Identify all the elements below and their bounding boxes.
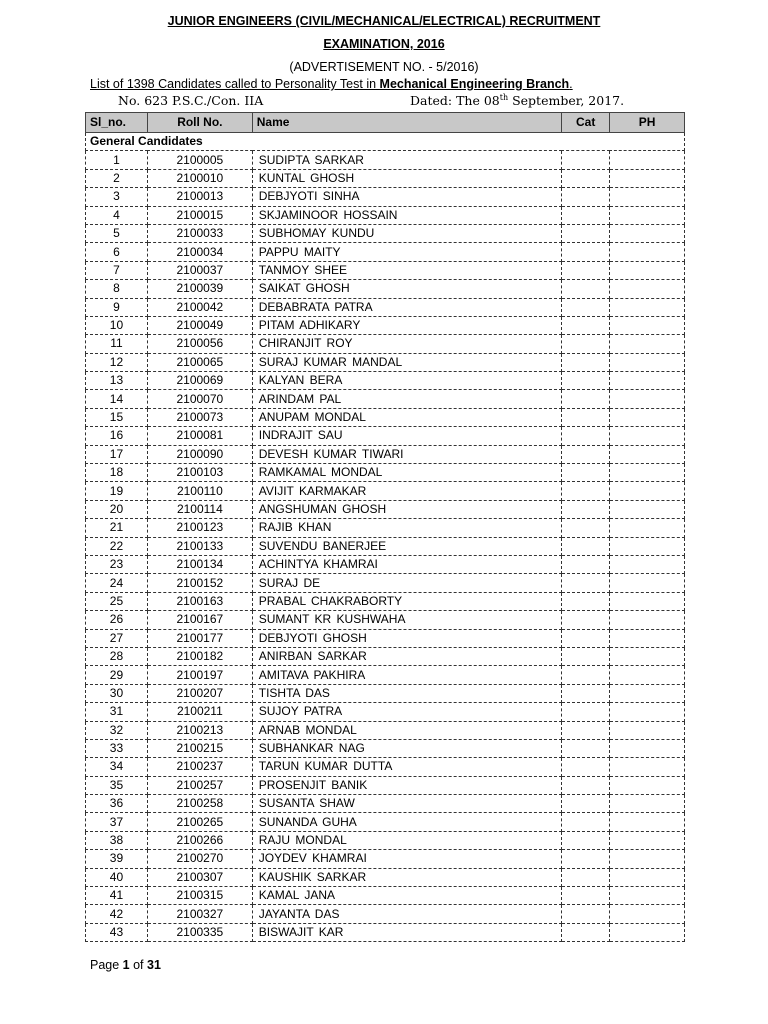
table-row <box>86 592 685 610</box>
cell-sl-no: 12 <box>86 353 148 371</box>
cell-cat <box>562 813 610 831</box>
cell-name: TARUN KUMAR DUTTA <box>252 758 561 776</box>
cell-name: SURAJ KUMAR MANDAL <box>252 353 561 371</box>
cell-name: ANUPAM MONDAL <box>252 408 561 426</box>
cell-sl-no: 27 <box>86 629 148 647</box>
cell-cat <box>562 647 610 665</box>
cell-sl-no: 16 <box>86 427 148 445</box>
cell-ph <box>610 850 685 868</box>
cell-sl-no: 14 <box>86 390 148 408</box>
cell-sl-no: 28 <box>86 647 148 665</box>
cell-ph <box>610 776 685 794</box>
cell-roll-no: 2100197 <box>147 666 252 684</box>
table-row <box>86 758 685 776</box>
list-description <box>90 77 573 91</box>
cell-roll-no: 2100090 <box>147 445 252 463</box>
cell-cat <box>562 684 610 702</box>
table-row <box>86 151 685 169</box>
cell-sl-no: 7 <box>86 261 148 279</box>
cell-ph <box>610 703 685 721</box>
cell-ph <box>610 482 685 500</box>
page-footer <box>90 958 161 972</box>
cell-ph <box>610 169 685 187</box>
cell-sl-no: 6 <box>86 243 148 261</box>
cell-ph <box>610 464 685 482</box>
cell-name: ARNAB MONDAL <box>252 721 561 739</box>
column-header-cat: Cat <box>562 113 610 133</box>
cell-cat <box>562 445 610 463</box>
table-row <box>86 684 685 702</box>
cell-roll-no: 2100081 <box>147 427 252 445</box>
cell-sl-no: 22 <box>86 537 148 555</box>
date-prefix: Dated: The 08 <box>410 93 500 108</box>
cell-name: TANMOY SHEE <box>252 261 561 279</box>
cell-ph <box>610 335 685 353</box>
cell-cat <box>562 666 610 684</box>
cell-cat <box>562 316 610 334</box>
cell-name: DEBJYOTI SINHA <box>252 188 561 206</box>
column-header-ph: PH <box>610 113 685 133</box>
cell-cat <box>562 721 610 739</box>
table-row <box>86 298 685 316</box>
cell-cat <box>562 206 610 224</box>
cell-sl-no: 42 <box>86 905 148 923</box>
cell-roll-no: 2100215 <box>147 739 252 757</box>
cell-name: KALYAN BERA <box>252 372 561 390</box>
cell-name: SKJAMINOOR HOSSAIN <box>252 206 561 224</box>
cell-roll-no: 2100110 <box>147 482 252 500</box>
cell-name: RAMKAMAL MONDAL <box>252 464 561 482</box>
table-row <box>86 316 685 334</box>
cell-ph <box>610 887 685 905</box>
cell-cat <box>562 923 610 941</box>
table-row <box>86 243 685 261</box>
table-row <box>86 408 685 426</box>
column-header-sl-no: Sl_no. <box>86 113 148 133</box>
table-row <box>86 647 685 665</box>
date-suffix: September, 2017. <box>508 93 625 108</box>
cell-sl-no: 4 <box>86 206 148 224</box>
cell-sl-no: 9 <box>86 298 148 316</box>
cell-cat <box>562 335 610 353</box>
cell-roll-no: 2100042 <box>147 298 252 316</box>
cell-ph <box>610 905 685 923</box>
cell-roll-no: 2100015 <box>147 206 252 224</box>
cell-cat <box>562 555 610 573</box>
table-row <box>86 169 685 187</box>
cell-roll-no: 2100211 <box>147 703 252 721</box>
cell-ph <box>610 629 685 647</box>
cell-roll-no: 2100315 <box>147 887 252 905</box>
memo-number: No. 623 P.S.C./Con. IIA <box>118 93 264 108</box>
table-row <box>86 280 685 298</box>
cell-sl-no: 36 <box>86 795 148 813</box>
branch-name: Mechanical Engineering Branch <box>379 77 570 91</box>
table-row <box>86 574 685 592</box>
table-row <box>86 611 685 629</box>
table-row <box>86 776 685 794</box>
cell-ph <box>610 923 685 941</box>
cell-cat <box>562 280 610 298</box>
category-row <box>86 133 685 151</box>
cell-sl-no: 37 <box>86 813 148 831</box>
table-row <box>86 666 685 684</box>
cell-cat <box>562 905 610 923</box>
cell-name: KAMAL JANA <box>252 887 561 905</box>
cell-name: DEVESH KUMAR TIWARI <box>252 445 561 463</box>
cell-ph <box>610 519 685 537</box>
cell-ph <box>610 721 685 739</box>
cell-cat <box>562 831 610 849</box>
table-row <box>86 372 685 390</box>
list-suffix: . <box>569 77 573 91</box>
cell-sl-no: 10 <box>86 316 148 334</box>
cell-ph <box>610 592 685 610</box>
cell-ph <box>610 445 685 463</box>
cell-name: AMITAVA PAKHIRA <box>252 666 561 684</box>
cell-sl-no: 20 <box>86 500 148 518</box>
cell-name: CHIRANJIT ROY <box>252 335 561 353</box>
cell-cat <box>562 353 610 371</box>
cell-cat <box>562 464 610 482</box>
cell-ph <box>610 408 685 426</box>
cell-name: SUNANDA GUHA <box>252 813 561 831</box>
cell-sl-no: 39 <box>86 850 148 868</box>
cell-cat <box>562 188 610 206</box>
cell-roll-no: 2100010 <box>147 169 252 187</box>
cell-ph <box>610 427 685 445</box>
cell-cat <box>562 611 610 629</box>
page-of: of <box>129 958 147 972</box>
cell-name: SUMANT KR KUSHWAHA <box>252 611 561 629</box>
cell-sl-no: 29 <box>86 666 148 684</box>
cell-roll-no: 2100307 <box>147 868 252 886</box>
table-row <box>86 721 685 739</box>
table-row <box>86 831 685 849</box>
cell-cat <box>562 169 610 187</box>
cell-name: KUNTAL GHOSH <box>252 169 561 187</box>
cell-sl-no: 24 <box>86 574 148 592</box>
cell-cat <box>562 629 610 647</box>
cell-ph <box>610 868 685 886</box>
document-title-line2: EXAMINATION, 2016 <box>323 37 445 51</box>
table-row <box>86 629 685 647</box>
cell-roll-no: 2100177 <box>147 629 252 647</box>
cell-sl-no: 30 <box>86 684 148 702</box>
table-row <box>86 390 685 408</box>
cell-roll-no: 2100037 <box>147 261 252 279</box>
cell-name: RAJU MONDAL <box>252 831 561 849</box>
document-title-line1: JUNIOR ENGINEERS (CIVIL/MECHANICAL/ELECTRICAL) RECRUITMENT <box>167 14 601 28</box>
cell-name: INDRAJIT SAU <box>252 427 561 445</box>
cell-roll-no: 2100257 <box>147 776 252 794</box>
cell-sl-no: 26 <box>86 611 148 629</box>
cell-roll-no: 2100266 <box>147 831 252 849</box>
cell-ph <box>610 611 685 629</box>
cell-ph <box>610 298 685 316</box>
cell-name: ANIRBAN SARKAR <box>252 647 561 665</box>
cell-cat <box>562 243 610 261</box>
cell-roll-no: 2100114 <box>147 500 252 518</box>
cell-cat <box>562 261 610 279</box>
cell-cat <box>562 574 610 592</box>
advertisement-number: (ADVERTISEMENT NO. - 5/2016) <box>289 60 479 74</box>
cell-ph <box>610 831 685 849</box>
cell-ph <box>610 813 685 831</box>
cell-sl-no: 8 <box>86 280 148 298</box>
cell-cat <box>562 427 610 445</box>
cell-sl-no: 41 <box>86 887 148 905</box>
cell-sl-no: 32 <box>86 721 148 739</box>
cell-name: SUDIPTA SARKAR <box>252 151 561 169</box>
table-row <box>86 850 685 868</box>
table-row <box>86 335 685 353</box>
table-row <box>86 519 685 537</box>
cell-sl-no: 23 <box>86 555 148 573</box>
cell-ph <box>610 188 685 206</box>
table-row <box>86 261 685 279</box>
cell-ph <box>610 261 685 279</box>
cell-ph <box>610 500 685 518</box>
cell-sl-no: 2 <box>86 169 148 187</box>
cell-ph <box>610 206 685 224</box>
cell-ph <box>610 666 685 684</box>
cell-ph <box>610 280 685 298</box>
cell-name: DEBJYOTI GHOSH <box>252 629 561 647</box>
cell-sl-no: 31 <box>86 703 148 721</box>
cell-sl-no: 34 <box>86 758 148 776</box>
cell-sl-no: 40 <box>86 868 148 886</box>
cell-name: PITAM ADHIKARY <box>252 316 561 334</box>
column-header-name: Name <box>252 113 561 133</box>
cell-roll-no: 2100123 <box>147 519 252 537</box>
cell-cat <box>562 776 610 794</box>
table-row <box>86 500 685 518</box>
cell-roll-no: 2100049 <box>147 316 252 334</box>
cell-roll-no: 2100167 <box>147 611 252 629</box>
cell-roll-no: 2100270 <box>147 850 252 868</box>
cell-cat <box>562 739 610 757</box>
cell-roll-no: 2100335 <box>147 923 252 941</box>
cell-sl-no: 38 <box>86 831 148 849</box>
cell-ph <box>610 316 685 334</box>
memo-date <box>410 93 624 108</box>
cell-ph <box>610 243 685 261</box>
cell-cat <box>562 850 610 868</box>
page-prefix: Page <box>90 958 123 972</box>
cell-sl-no: 25 <box>86 592 148 610</box>
table-header-row <box>86 113 685 133</box>
cell-sl-no: 18 <box>86 464 148 482</box>
cell-cat <box>562 703 610 721</box>
cell-roll-no: 2100207 <box>147 684 252 702</box>
cell-cat <box>562 224 610 242</box>
cell-ph <box>610 555 685 573</box>
cell-roll-no: 2100103 <box>147 464 252 482</box>
cell-roll-no: 2100163 <box>147 592 252 610</box>
cell-roll-no: 2100034 <box>147 243 252 261</box>
cell-roll-no: 2100013 <box>147 188 252 206</box>
list-prefix: List of 1398 Candidates called to Personality Test in <box>90 77 380 91</box>
table-row <box>86 795 685 813</box>
cell-roll-no: 2100073 <box>147 408 252 426</box>
cell-sl-no: 21 <box>86 519 148 537</box>
cell-cat <box>562 537 610 555</box>
cell-roll-no: 2100033 <box>147 224 252 242</box>
table-row <box>86 923 685 941</box>
cell-ph <box>610 224 685 242</box>
cell-ph <box>610 537 685 555</box>
table-row <box>86 739 685 757</box>
cell-name: ACHINTYA KHAMRAI <box>252 555 561 573</box>
cell-cat <box>562 298 610 316</box>
cell-name: TISHTA DAS <box>252 684 561 702</box>
table-row <box>86 445 685 463</box>
table-row <box>86 537 685 555</box>
cell-ph <box>610 151 685 169</box>
page-total: 31 <box>147 958 161 972</box>
cell-roll-no: 2100237 <box>147 758 252 776</box>
cell-cat <box>562 868 610 886</box>
date-superscript: th <box>499 92 509 102</box>
cell-name: SUJOY PATRA <box>252 703 561 721</box>
cell-cat <box>562 408 610 426</box>
cell-sl-no: 19 <box>86 482 148 500</box>
cell-name: BISWAJIT KAR <box>252 923 561 941</box>
cell-name: RAJIB KHAN <box>252 519 561 537</box>
cell-name: SAIKAT GHOSH <box>252 280 561 298</box>
cell-name: ANGSHUMAN GHOSH <box>252 500 561 518</box>
table-row <box>86 206 685 224</box>
cell-name: PRABAL CHAKRABORTY <box>252 592 561 610</box>
cell-sl-no: 33 <box>86 739 148 757</box>
cell-roll-no: 2100070 <box>147 390 252 408</box>
cell-name: KAUSHIK SARKAR <box>252 868 561 886</box>
candidates-table <box>85 112 685 942</box>
cell-name: SUVENDU BANERJEE <box>252 537 561 555</box>
table-row <box>86 813 685 831</box>
table-row <box>86 482 685 500</box>
cell-ph <box>610 739 685 757</box>
cell-cat <box>562 519 610 537</box>
cell-cat <box>562 758 610 776</box>
cell-ph <box>610 795 685 813</box>
table-row <box>86 703 685 721</box>
table-row <box>86 868 685 886</box>
cell-cat <box>562 482 610 500</box>
cell-cat <box>562 151 610 169</box>
cell-ph <box>610 574 685 592</box>
cell-ph <box>610 353 685 371</box>
cell-sl-no: 3 <box>86 188 148 206</box>
cell-sl-no: 35 <box>86 776 148 794</box>
cell-roll-no: 2100133 <box>147 537 252 555</box>
table-row <box>86 427 685 445</box>
cell-roll-no: 2100134 <box>147 555 252 573</box>
cell-roll-no: 2100069 <box>147 372 252 390</box>
column-header-roll-no: Roll No. <box>147 113 252 133</box>
cell-roll-no: 2100065 <box>147 353 252 371</box>
cell-roll-no: 2100265 <box>147 813 252 831</box>
table-row <box>86 555 685 573</box>
cell-name: JOYDEV KHAMRAI <box>252 850 561 868</box>
cell-name: ARINDAM PAL <box>252 390 561 408</box>
cell-roll-no: 2100213 <box>147 721 252 739</box>
cell-name: AVIJIT KARMAKAR <box>252 482 561 500</box>
table-row <box>86 464 685 482</box>
cell-name: SUSANTA SHAW <box>252 795 561 813</box>
cell-ph <box>610 758 685 776</box>
cell-cat <box>562 795 610 813</box>
cell-sl-no: 15 <box>86 408 148 426</box>
cell-name: SUBHANKAR NAG <box>252 739 561 757</box>
cell-roll-no: 2100056 <box>147 335 252 353</box>
cell-cat <box>562 592 610 610</box>
cell-roll-no: 2100182 <box>147 647 252 665</box>
cell-ph <box>610 390 685 408</box>
cell-sl-no: 1 <box>86 151 148 169</box>
cell-roll-no: 2100327 <box>147 905 252 923</box>
category-label: General Candidates <box>86 133 685 151</box>
cell-ph <box>610 372 685 390</box>
cell-name: DEBABRATA PATRA <box>252 298 561 316</box>
cell-roll-no: 2100152 <box>147 574 252 592</box>
table-row <box>86 353 685 371</box>
table-row <box>86 224 685 242</box>
table-row <box>86 905 685 923</box>
cell-cat <box>562 887 610 905</box>
cell-roll-no: 2100039 <box>147 280 252 298</box>
cell-name: SURAJ DE <box>252 574 561 592</box>
page-current: 1 <box>122 958 130 972</box>
cell-sl-no: 11 <box>86 335 148 353</box>
cell-roll-no: 2100258 <box>147 795 252 813</box>
table-row <box>86 887 685 905</box>
cell-roll-no: 2100005 <box>147 151 252 169</box>
cell-name: PAPPU MAITY <box>252 243 561 261</box>
cell-sl-no: 43 <box>86 923 148 941</box>
cell-ph <box>610 684 685 702</box>
cell-sl-no: 17 <box>86 445 148 463</box>
cell-name: PROSENJIT BANIK <box>252 776 561 794</box>
cell-cat <box>562 500 610 518</box>
cell-sl-no: 5 <box>86 224 148 242</box>
cell-cat <box>562 372 610 390</box>
cell-sl-no: 13 <box>86 372 148 390</box>
cell-name: SUBHOMAY KUNDU <box>252 224 561 242</box>
cell-cat <box>562 390 610 408</box>
table-row <box>86 188 685 206</box>
cell-name: JAYANTA DAS <box>252 905 561 923</box>
cell-ph <box>610 647 685 665</box>
